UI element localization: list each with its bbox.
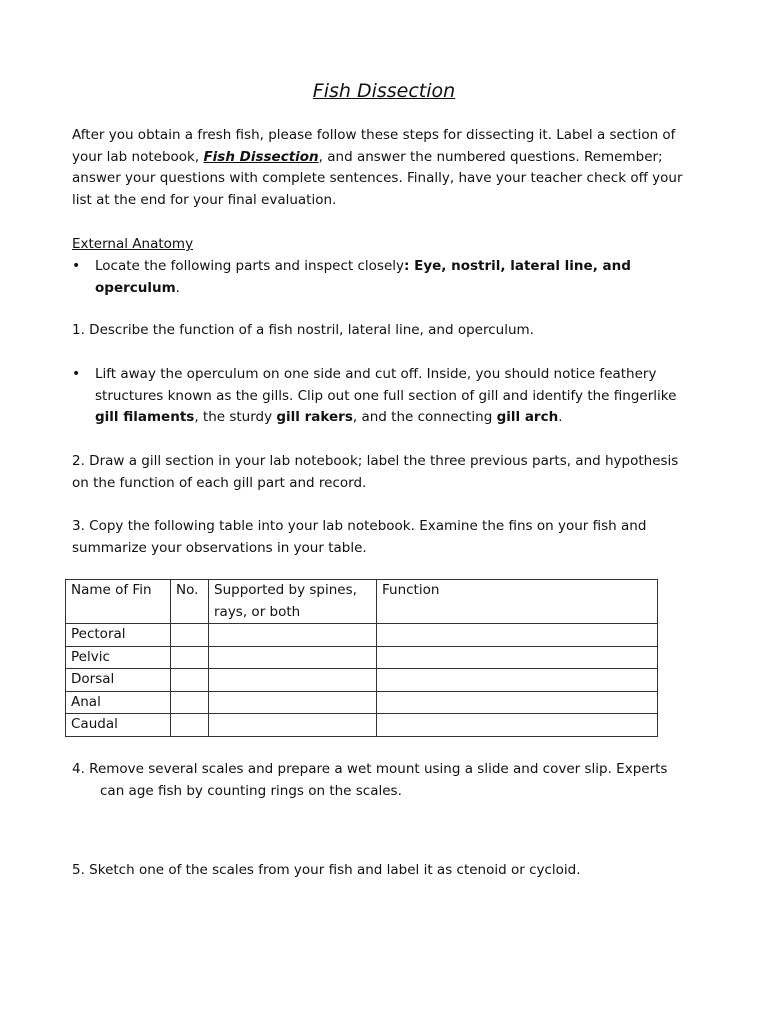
bullet2-end: . xyxy=(558,409,563,426)
intro-text-1: After you obtain a fresh fish, please follow these steps for dissecting it. Label a section of your lab notebook, xyxy=(72,127,676,165)
question-4-line-2: can age fish by counting rings on the scales. xyxy=(100,782,402,799)
bullet-dot-icon: • xyxy=(72,366,81,382)
bullet-dot-icon: • xyxy=(72,258,81,274)
intro-text-2: , and answer the numbered questions. Remember; answer your questions with complete sentences. Finally, have your teacher check off your list at the end for your final evaluation. xyxy=(72,148,683,209)
fin-name-cell: Anal xyxy=(66,691,171,714)
question-5: 5. Sketch one of the scales from your fish and label it as ctenoid or cycloid. xyxy=(72,862,581,878)
bullet1-colon: : xyxy=(404,258,410,274)
question-4 xyxy=(72,759,712,802)
bullet2-mid-1: , the sturdy xyxy=(194,409,277,426)
fin-name-cell: Dorsal xyxy=(66,669,171,692)
table-row xyxy=(66,624,658,647)
bullet2-text: Lift away the operculum on one side and cut off. Inside, you should notice feathery structures known as the gills. Clip out one full section of gill and identify the fingerlike xyxy=(95,366,677,404)
table-row xyxy=(66,714,658,737)
fin-name-cell: Pectoral xyxy=(66,624,171,647)
header-name-of-fin: Name of Fin xyxy=(66,580,171,624)
table-row xyxy=(66,646,658,669)
bullet1-text: Locate the following parts and inspect closely xyxy=(95,258,404,274)
table-row xyxy=(66,669,658,692)
fin-function-cell xyxy=(377,669,658,692)
notebook-label: Fish Dissection xyxy=(203,148,319,165)
fin-support-cell xyxy=(209,646,377,669)
question-3: 3. Copy the following table into your lab notebook. Examine the fins on your fish and summarize your observations in your table. xyxy=(72,518,647,556)
bullet2-mid-2: , and the connecting xyxy=(352,409,497,426)
header-function: Function xyxy=(377,580,658,624)
question-4-line-1: 4. Remove several scales and prepare a wet mount using a slide and cover slip. Experts xyxy=(72,761,668,777)
fin-support-cell xyxy=(209,714,377,737)
fin-table-header-row xyxy=(66,580,658,624)
question-2: 2. Draw a gill section in your lab notebook; label the three previous parts, and hypothesis on the function of each gill part and record. xyxy=(72,453,679,491)
intro-paragraph xyxy=(72,125,692,212)
fin-support-cell xyxy=(209,669,377,692)
fin-number-cell xyxy=(171,714,209,737)
table-row xyxy=(66,691,658,714)
fin-table xyxy=(65,579,658,737)
fin-function-cell xyxy=(377,691,658,714)
fin-function-cell xyxy=(377,624,658,647)
header-number: No. xyxy=(171,580,209,624)
question-1: 1. Describe the function of a fish nostril, lateral line, and operculum. xyxy=(72,322,534,338)
bullet-gills xyxy=(72,364,692,429)
external-anatomy-heading: External Anatomy xyxy=(72,236,194,252)
bullet1-end: . xyxy=(175,279,180,296)
fin-support-cell xyxy=(209,624,377,647)
fin-number-cell xyxy=(171,691,209,714)
header-supported-by: Supported by spines, rays, or both xyxy=(209,580,377,624)
fin-number-cell xyxy=(171,624,209,647)
fin-name-cell: Caudal xyxy=(66,714,171,737)
fin-name-cell: Pelvic xyxy=(66,646,171,669)
fin-function-cell xyxy=(377,646,658,669)
fin-function-cell xyxy=(377,714,658,737)
fin-number-cell xyxy=(171,646,209,669)
bullet1-parts: Eye, nostril, lateral line, and operculum xyxy=(95,258,631,296)
fin-support-cell xyxy=(209,691,377,714)
fin-number-cell xyxy=(171,669,209,692)
term-gill-rakers: gill rakers xyxy=(276,409,353,426)
bullet-locate-parts xyxy=(72,256,692,299)
term-gill-arch: gill arch xyxy=(496,409,559,426)
term-gill-filaments: gill filaments xyxy=(95,409,195,426)
page-title: Fish Dissection xyxy=(312,80,456,102)
